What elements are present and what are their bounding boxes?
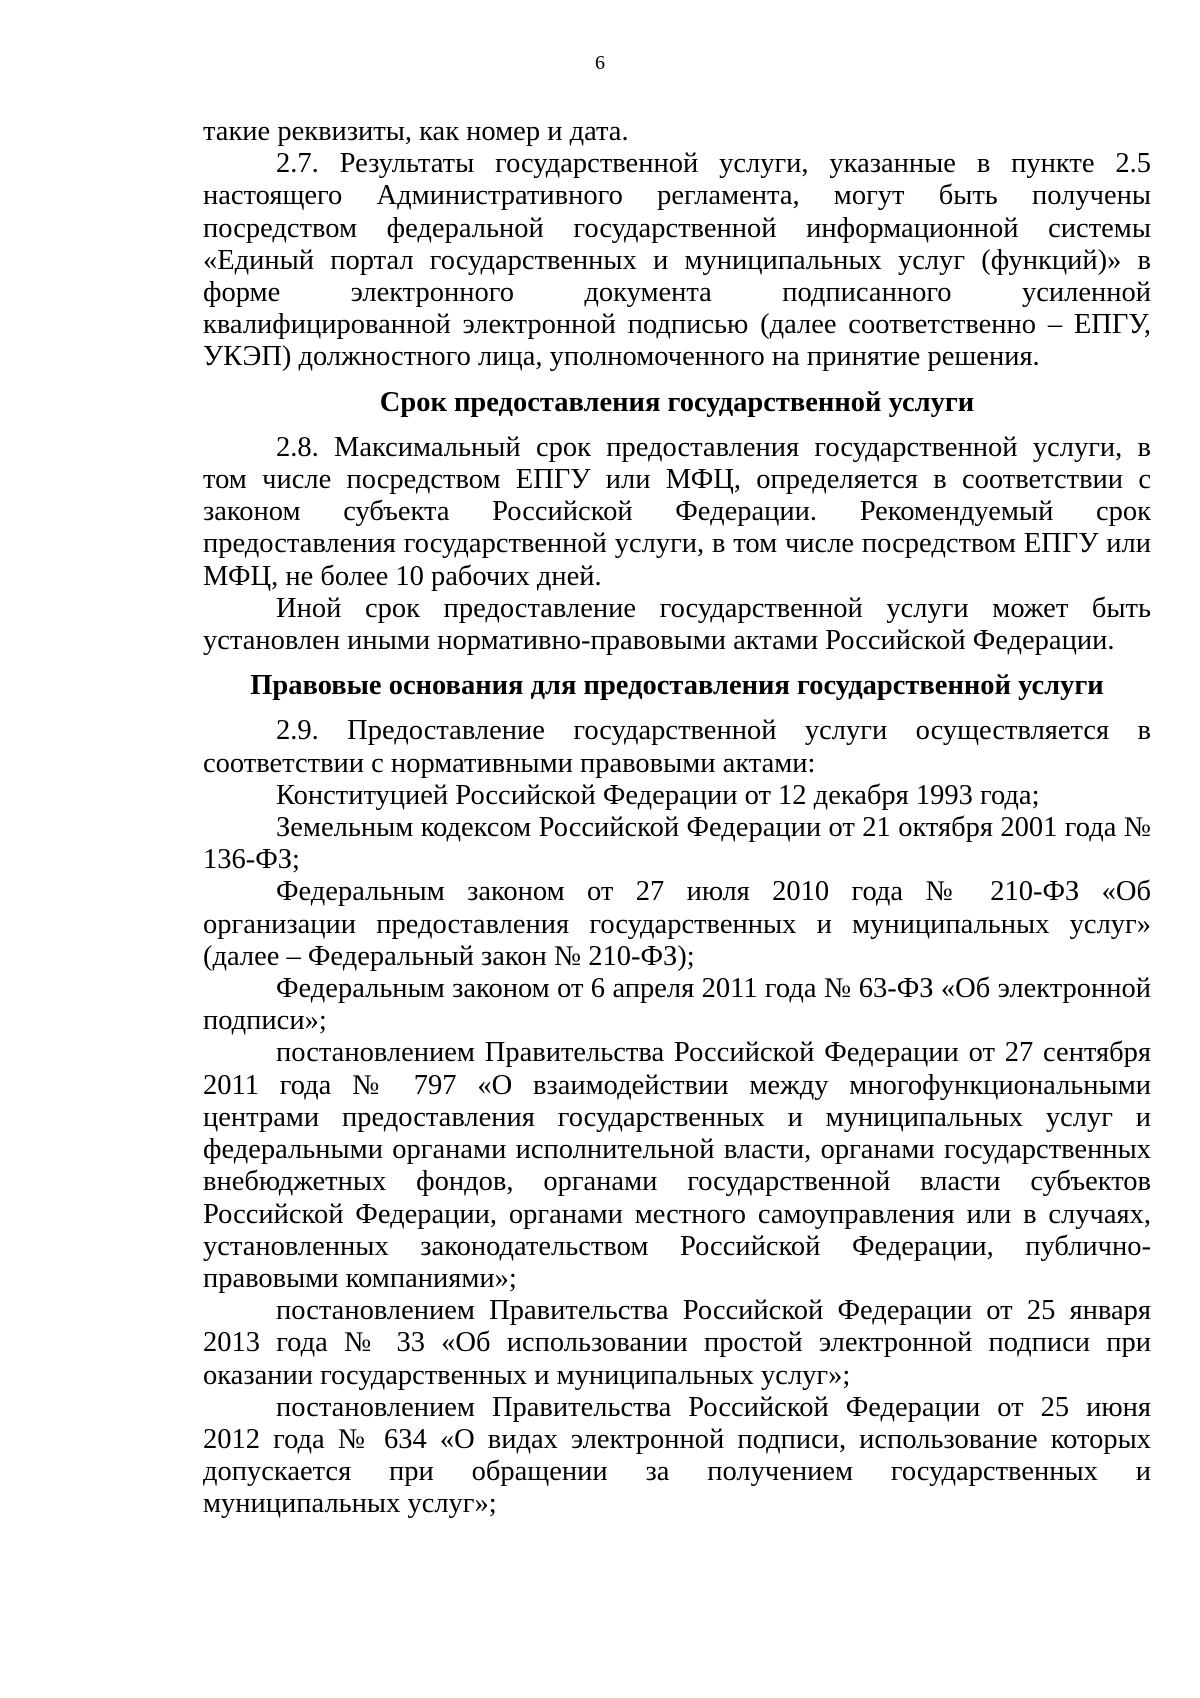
paragraph-other-term: Иной срок предоставление государственной услуги может быть установлен иными нормативно-правовыми актами Российской Федерации. <box>203 592 1151 657</box>
paragraph-2-9: 2.9. Предоставление государственной услуги осуществляется в соответствии с нормативными правовыми актами: <box>203 715 1151 779</box>
legal-act-63-fz: Федеральным законом от 6 апреля 2011 года № 63-ФЗ «Об электронной подписи»; <box>203 973 1151 1037</box>
page-number: 6 <box>595 52 605 74</box>
legal-act-land-code: Земельным кодексом Российской Федерации от 21 октября 2001 года № 136-ФЗ; <box>203 812 1151 876</box>
paragraph-2-7: 2.7. Результаты государственной услуги, указанные в пункте 2.5 настоящего Административного регламента, могут быть получены посредством федеральной государственной информационной системы «Единый портал государственных и муниципальных услуг (функций)» в форме электронного документа подписанного усиленной квалифицированной электронной подписью (далее соответственно – ЕПГУ, УКЭП) должностного лица, уполномоченного на принятие решения. <box>203 148 1151 373</box>
paragraph-requisites: такие реквизиты, как номер и дата. <box>203 116 629 147</box>
legal-act-resolution-797: постановлением Правительства Российской Федерации от 27 сентября 2011 года № 797 «О взаимодействии между многофункциональными центрами предоставления государственных и муниципальных услуг и федеральными органами исполнительной власти, органами государственных внебюджетных фондов, органами государственной власти субъектов Российской Федерации, органами местного самоуправления или в случаях, установленных законодательством Российской Федерации, публично-правовыми компаниями»; <box>203 1037 1151 1294</box>
section-heading-legal-basis: Правовые основания для предоставления государственной услуги <box>250 670 1104 702</box>
legal-act-resolution-634: постановлением Правительства Российской Федерации от 25 июня 2012 года № 634 «О видах электронной подписи, использование которых допускается при обращении за получением государственных и муниципальных услуг»; <box>203 1391 1151 1520</box>
legal-act-210-fz: Федеральным законом от 27 июля 2010 года № 210-ФЗ «Об организации предоставления государственных и муниципальных услуг» (далее – Федеральный закон № 210-ФЗ); <box>203 876 1151 972</box>
document-body <box>203 116 1151 1521</box>
section-heading-term: Срок предоставления государственной услуги <box>379 386 975 418</box>
paragraph-2-8: 2.8. Максимальный срок предоставления государственной услуги, в том числе посредством ЕПГУ или МФЦ, определяется в соответствии с законом субъекта Российской Федерации. Рекомендуемый срок предоставления государственной услуги, в том числе посредством ЕПГУ или МФЦ, не более 10 рабочих дней. <box>203 431 1151 592</box>
legal-act-resolution-33: постановлением Правительства Российской Федерации от 25 января 2013 года № 33 «Об использовании простой электронной подписи при оказании государственных и муниципальных услуг»; <box>203 1295 1151 1391</box>
legal-act-constitution: Конституцией Российской Федерации от 12 декабря 1993 года; <box>276 779 1040 811</box>
